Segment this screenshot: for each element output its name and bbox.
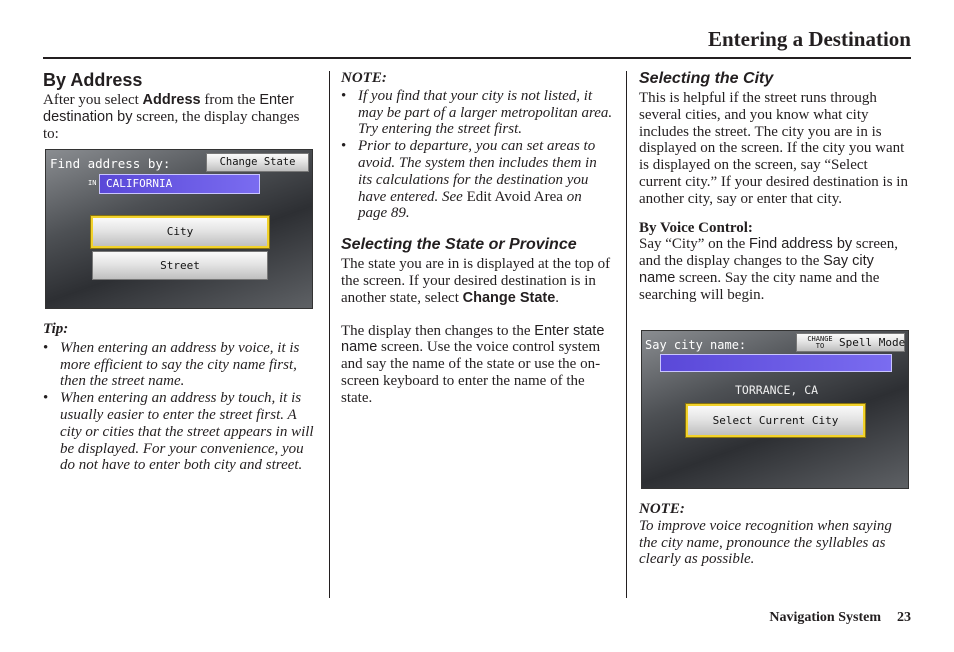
edit-avoid-area-link: Edit Avoid Area — [466, 188, 563, 205]
say-city-name-term: Say city name — [639, 253, 874, 286]
city-button[interactable]: City — [91, 216, 269, 248]
say-city-name-screenshot — [641, 330, 909, 489]
tip-heading: Tip: — [43, 321, 69, 337]
paragraph-text: The display then changes to the — [341, 322, 535, 339]
paragraph-text: screen. Say the city name and the searching will begin. — [639, 269, 880, 303]
current-city-text: TORRANCE, CA — [735, 383, 819, 397]
city-paragraph-1: This is helpful if the street runs through several cities, and you know what city includes the street. The city you are in is displayed on the screen. If the city you want is displayed on the screen, say “Select current city.” If your desired destination is in another city, say or enter that city. — [639, 90, 908, 207]
intro-text: screen, the display changes to: — [43, 108, 300, 142]
city-note-block — [639, 501, 911, 568]
spell-mode-label: Spell Mode — [839, 336, 906, 349]
paragraph-text: screen. Use the voice control system and say the name of the state or use the on-screen keyboard to enter the name of the state. — [341, 339, 601, 406]
address-term: Address — [142, 92, 201, 108]
note-heading: NOTE: — [341, 70, 387, 86]
city-paragraph-2 — [639, 236, 911, 303]
note-list — [341, 88, 613, 222]
change-to-label — [803, 336, 837, 350]
paragraph-text: The state you are in is displayed at the top of the screen. If your desired destination is in another state, select — [341, 256, 611, 306]
note-item: • If you find that your city is not listed, it may be part of a larger metropolitan area. Try entering the street first. — [341, 88, 613, 138]
to-label: TO — [815, 342, 825, 350]
column-divider-right — [626, 71, 627, 598]
title-rule — [43, 57, 911, 59]
state-paragraph-2 — [341, 323, 613, 407]
page-title: Entering a Destination — [707, 27, 911, 51]
find-address-screenshot — [45, 149, 313, 309]
change-to-spell-mode-button[interactable] — [796, 333, 905, 352]
paragraph-text: . — [555, 289, 560, 306]
state-paragraph-1 — [341, 256, 613, 306]
change-label: CHANGE — [807, 335, 833, 343]
page-number: 23 — [897, 610, 911, 625]
intro-text: from the — [200, 92, 260, 108]
column-1 — [43, 70, 315, 142]
tip-item: • When entering an address by touch, it is usually easier to enter the street first. A city or cities that the street appears in will be displayed. For your convenience, you do not have to enter both city and street. — [43, 390, 315, 474]
paragraph-text: Say “City” on the — [639, 236, 749, 253]
note-text: Prior to departure, you can set areas to avoid. The system then includes them in its calculations for the destination you have entered. See — [358, 138, 597, 205]
screen-title: Say city name: — [645, 338, 747, 352]
page-footer — [769, 610, 911, 626]
select-current-city-button[interactable]: Select Current City — [686, 404, 865, 437]
city-name-input[interactable] — [660, 354, 892, 372]
voice-control-heading: By Voice Control: — [639, 219, 753, 236]
screen-title: Find address by: — [50, 156, 171, 171]
state-province-heading: Selecting the State or Province — [341, 236, 577, 254]
note-heading: NOTE: — [639, 501, 685, 517]
tip-item: • When entering an address by voice, it is more efficient to say the city name first, then the street name. — [43, 340, 315, 390]
change-state-term: Change State — [462, 289, 556, 306]
tip-list — [43, 340, 315, 474]
intro-text: After you select — [43, 92, 143, 108]
note-text: on page 89. — [358, 188, 582, 222]
by-address-intro — [43, 92, 315, 142]
street-button[interactable]: Street — [92, 251, 268, 280]
selecting-city-heading: Selecting the City — [639, 70, 774, 87]
footer-label: Navigation System — [769, 610, 881, 625]
enter-state-name-term: Enter state name — [341, 322, 605, 356]
paragraph-text: screen, and the display changes to the — [639, 236, 898, 270]
in-label: IN — [88, 179, 97, 187]
state-field[interactable]: CALIFORNIA — [99, 174, 260, 194]
enter-destination-by-term: Enter destination by — [43, 92, 294, 125]
change-state-button[interactable]: Change State — [206, 153, 309, 172]
find-address-by-term: Find address by — [748, 236, 853, 253]
city-note-text: To improve voice recognition when saying the city name, pronounce the syllables as clearly as possible. — [639, 517, 892, 568]
tip-block — [43, 321, 315, 474]
column-divider-left — [329, 71, 330, 598]
note-item — [341, 138, 613, 222]
by-address-heading: By Address — [43, 70, 143, 90]
column-3 — [639, 70, 911, 304]
column-2 — [341, 70, 613, 407]
